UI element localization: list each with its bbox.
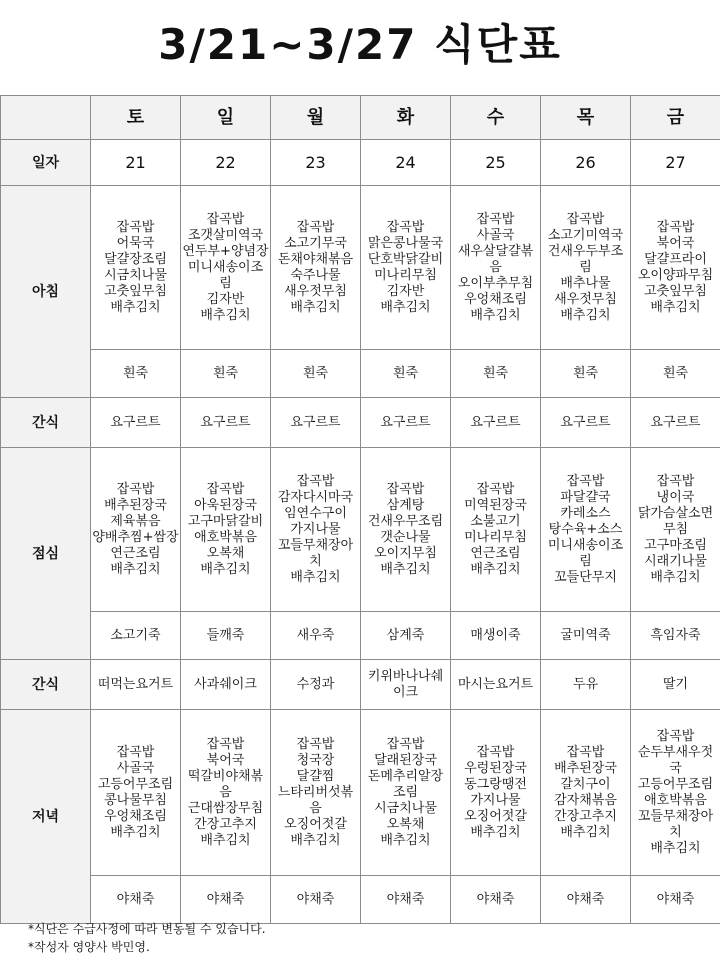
date-row <box>1 140 720 186</box>
snack-cell: 두유 <box>541 660 631 710</box>
porridge-cell: 야채죽 <box>271 876 361 924</box>
porridge-cell: 들깨죽 <box>181 612 271 660</box>
snack-cell: 사과쉐이크 <box>181 660 271 710</box>
snack-cell: 요구르트 <box>631 398 720 448</box>
snack1-row <box>1 398 720 448</box>
date-cell: 22 <box>181 140 271 186</box>
dinner-row <box>1 710 720 876</box>
snack-cell: 키위바나나쉐이크 <box>361 660 451 710</box>
porridge-cell: 흰죽 <box>181 350 271 398</box>
snack-cell: 요구르트 <box>271 398 361 448</box>
snack1-label: 간식 <box>1 398 91 448</box>
breakfast-label: 아침 <box>1 186 91 398</box>
date-cell: 24 <box>361 140 451 186</box>
date-cell: 26 <box>541 140 631 186</box>
menu-cell: 잡곡밥 청국장 달걀찜 느타리버섯볶음 오징어젓갈 배추김치 <box>271 710 361 876</box>
porridge-cell: 흰죽 <box>361 350 451 398</box>
lunch-label: 점심 <box>1 448 91 660</box>
porridge-cell: 야채죽 <box>361 876 451 924</box>
menu-cell: 잡곡밥 북어국 달걀프라이 오이양파무침 고춧잎무침 배추김치 <box>631 186 720 350</box>
day-header: 월 <box>271 96 361 140</box>
porridge-cell: 야채죽 <box>181 876 271 924</box>
porridge-cell: 굴미역죽 <box>541 612 631 660</box>
snack2-row <box>1 660 720 710</box>
date-cell: 21 <box>91 140 181 186</box>
porridge-cell: 새우죽 <box>271 612 361 660</box>
lunch-row <box>1 448 720 612</box>
menu-cell: 잡곡밥 배추된장국 갈치구이 감자채볶음 간장고추지 배추김치 <box>541 710 631 876</box>
breakfast-porridge-row <box>1 350 720 398</box>
porridge-cell: 야채죽 <box>631 876 720 924</box>
snack-cell: 요구르트 <box>541 398 631 448</box>
lunch-porridge-row <box>1 612 720 660</box>
menu-cell: 잡곡밥 삼계탕 건새우무조림 갯순나물 오이지무침 배추김치 <box>361 448 451 612</box>
date-cell: 27 <box>631 140 720 186</box>
menu-cell: 잡곡밥 소고기미역국 건새우두부조림 배추나물 새우젓무침 배추김치 <box>541 186 631 350</box>
menu-cell: 잡곡밥 파달걀국 카레소스 탕수육+소스 미니새송이조림 꼬들단무지 <box>541 448 631 612</box>
dinner-porridge-row <box>1 876 720 924</box>
menu-cell: 잡곡밥 조갯살미역국 연두부+양념장 미니새송이조림 김자반 배추김치 <box>181 186 271 350</box>
footnote: *작성자 영양사 박민영. <box>28 940 150 954</box>
porridge-cell: 흰죽 <box>541 350 631 398</box>
dinner-label: 저녁 <box>1 710 91 924</box>
snack-cell: 떠먹는요거트 <box>91 660 181 710</box>
menu-table <box>0 95 720 924</box>
menu-cell: 잡곡밥 사골국 새우살달걀볶음 오이부추무침 우엉채조림 배추김치 <box>451 186 541 350</box>
day-header: 토 <box>91 96 181 140</box>
snack-cell: 요구르트 <box>361 398 451 448</box>
breakfast-row <box>1 186 720 350</box>
menu-cell: 잡곡밥 어묵국 달걀장조림 시금치나물 고춧잎무침 배추김치 <box>91 186 181 350</box>
menu-cell: 잡곡밥 미역된장국 소불고기 미나리무침 연근조림 배추김치 <box>451 448 541 612</box>
snack-cell: 요구르트 <box>181 398 271 448</box>
menu-cell: 잡곡밥 맑은콩나물국 단호박닭갈비 미나리무침 김자반 배추김치 <box>361 186 451 350</box>
porridge-cell: 매생이죽 <box>451 612 541 660</box>
footnote: *식단은 수급사정에 따라 변동될 수 있습니다. <box>28 922 266 936</box>
menu-cell: 잡곡밥 순두부새우젓국 고등어무조림 애호박볶음 꼬들무채장아치 배추김치 <box>631 710 720 876</box>
day-header: 수 <box>451 96 541 140</box>
day-header: 일 <box>181 96 271 140</box>
snack-cell: 요구르트 <box>451 398 541 448</box>
day-header: 금 <box>631 96 720 140</box>
porridge-cell: 야채죽 <box>451 876 541 924</box>
snack-cell: 요구르트 <box>91 398 181 448</box>
day-header: 화 <box>361 96 451 140</box>
menu-cell: 잡곡밥 아욱된장국 고구마닭갈비 애호박볶음 오복채 배추김치 <box>181 448 271 612</box>
menu-cell: 잡곡밥 배추된장국 제육볶음 양배추찜+쌈장 연근조림 배추김치 <box>91 448 181 612</box>
porridge-cell: 흰죽 <box>631 350 720 398</box>
menu-cell: 잡곡밥 달래된장국 돈메추리알장조림 시금치나물 오복채 배추김치 <box>361 710 451 876</box>
snack-cell: 딸기 <box>631 660 720 710</box>
porridge-cell: 흰죽 <box>91 350 181 398</box>
menu-cell: 잡곡밥 소고기무국 돈채야채볶음 숙주나물 새우젓무침 배추김치 <box>271 186 361 350</box>
porridge-cell: 소고기죽 <box>91 612 181 660</box>
porridge-cell: 야채죽 <box>541 876 631 924</box>
date-cell: 23 <box>271 140 361 186</box>
day-header-row <box>1 96 720 140</box>
porridge-cell: 삼계죽 <box>361 612 451 660</box>
page-title: 3/21~3/27 식단표 <box>158 20 562 69</box>
menu-cell: 잡곡밥 감자다시마국 임연수구이 가지나물 꼬들무채장아치 배추김치 <box>271 448 361 612</box>
snack-cell: 수정과 <box>271 660 361 710</box>
porridge-cell: 흰죽 <box>271 350 361 398</box>
menu-cell: 잡곡밥 우렁된장국 동그랑땡전 가지나물 오징어젓갈 배추김치 <box>451 710 541 876</box>
date-label: 일자 <box>1 140 91 186</box>
date-cell: 25 <box>451 140 541 186</box>
snack2-label: 간식 <box>1 660 91 710</box>
porridge-cell: 야채죽 <box>91 876 181 924</box>
menu-cell: 잡곡밥 북어국 떡갈비야채볶음 근대쌈장무침 간장고추지 배추김치 <box>181 710 271 876</box>
menu-cell: 잡곡밥 사골국 고등어무조림 콩나물무침 우엉채조림 배추김치 <box>91 710 181 876</box>
porridge-cell: 흑임자죽 <box>631 612 720 660</box>
corner-cell <box>1 96 91 140</box>
porridge-cell: 흰죽 <box>451 350 541 398</box>
day-header: 목 <box>541 96 631 140</box>
menu-cell: 잡곡밥 냉이국 닭가슴살소면무침 고구마조림 시래기나물 배추김치 <box>631 448 720 612</box>
snack-cell: 마시는요거트 <box>451 660 541 710</box>
footnotes <box>28 920 266 956</box>
